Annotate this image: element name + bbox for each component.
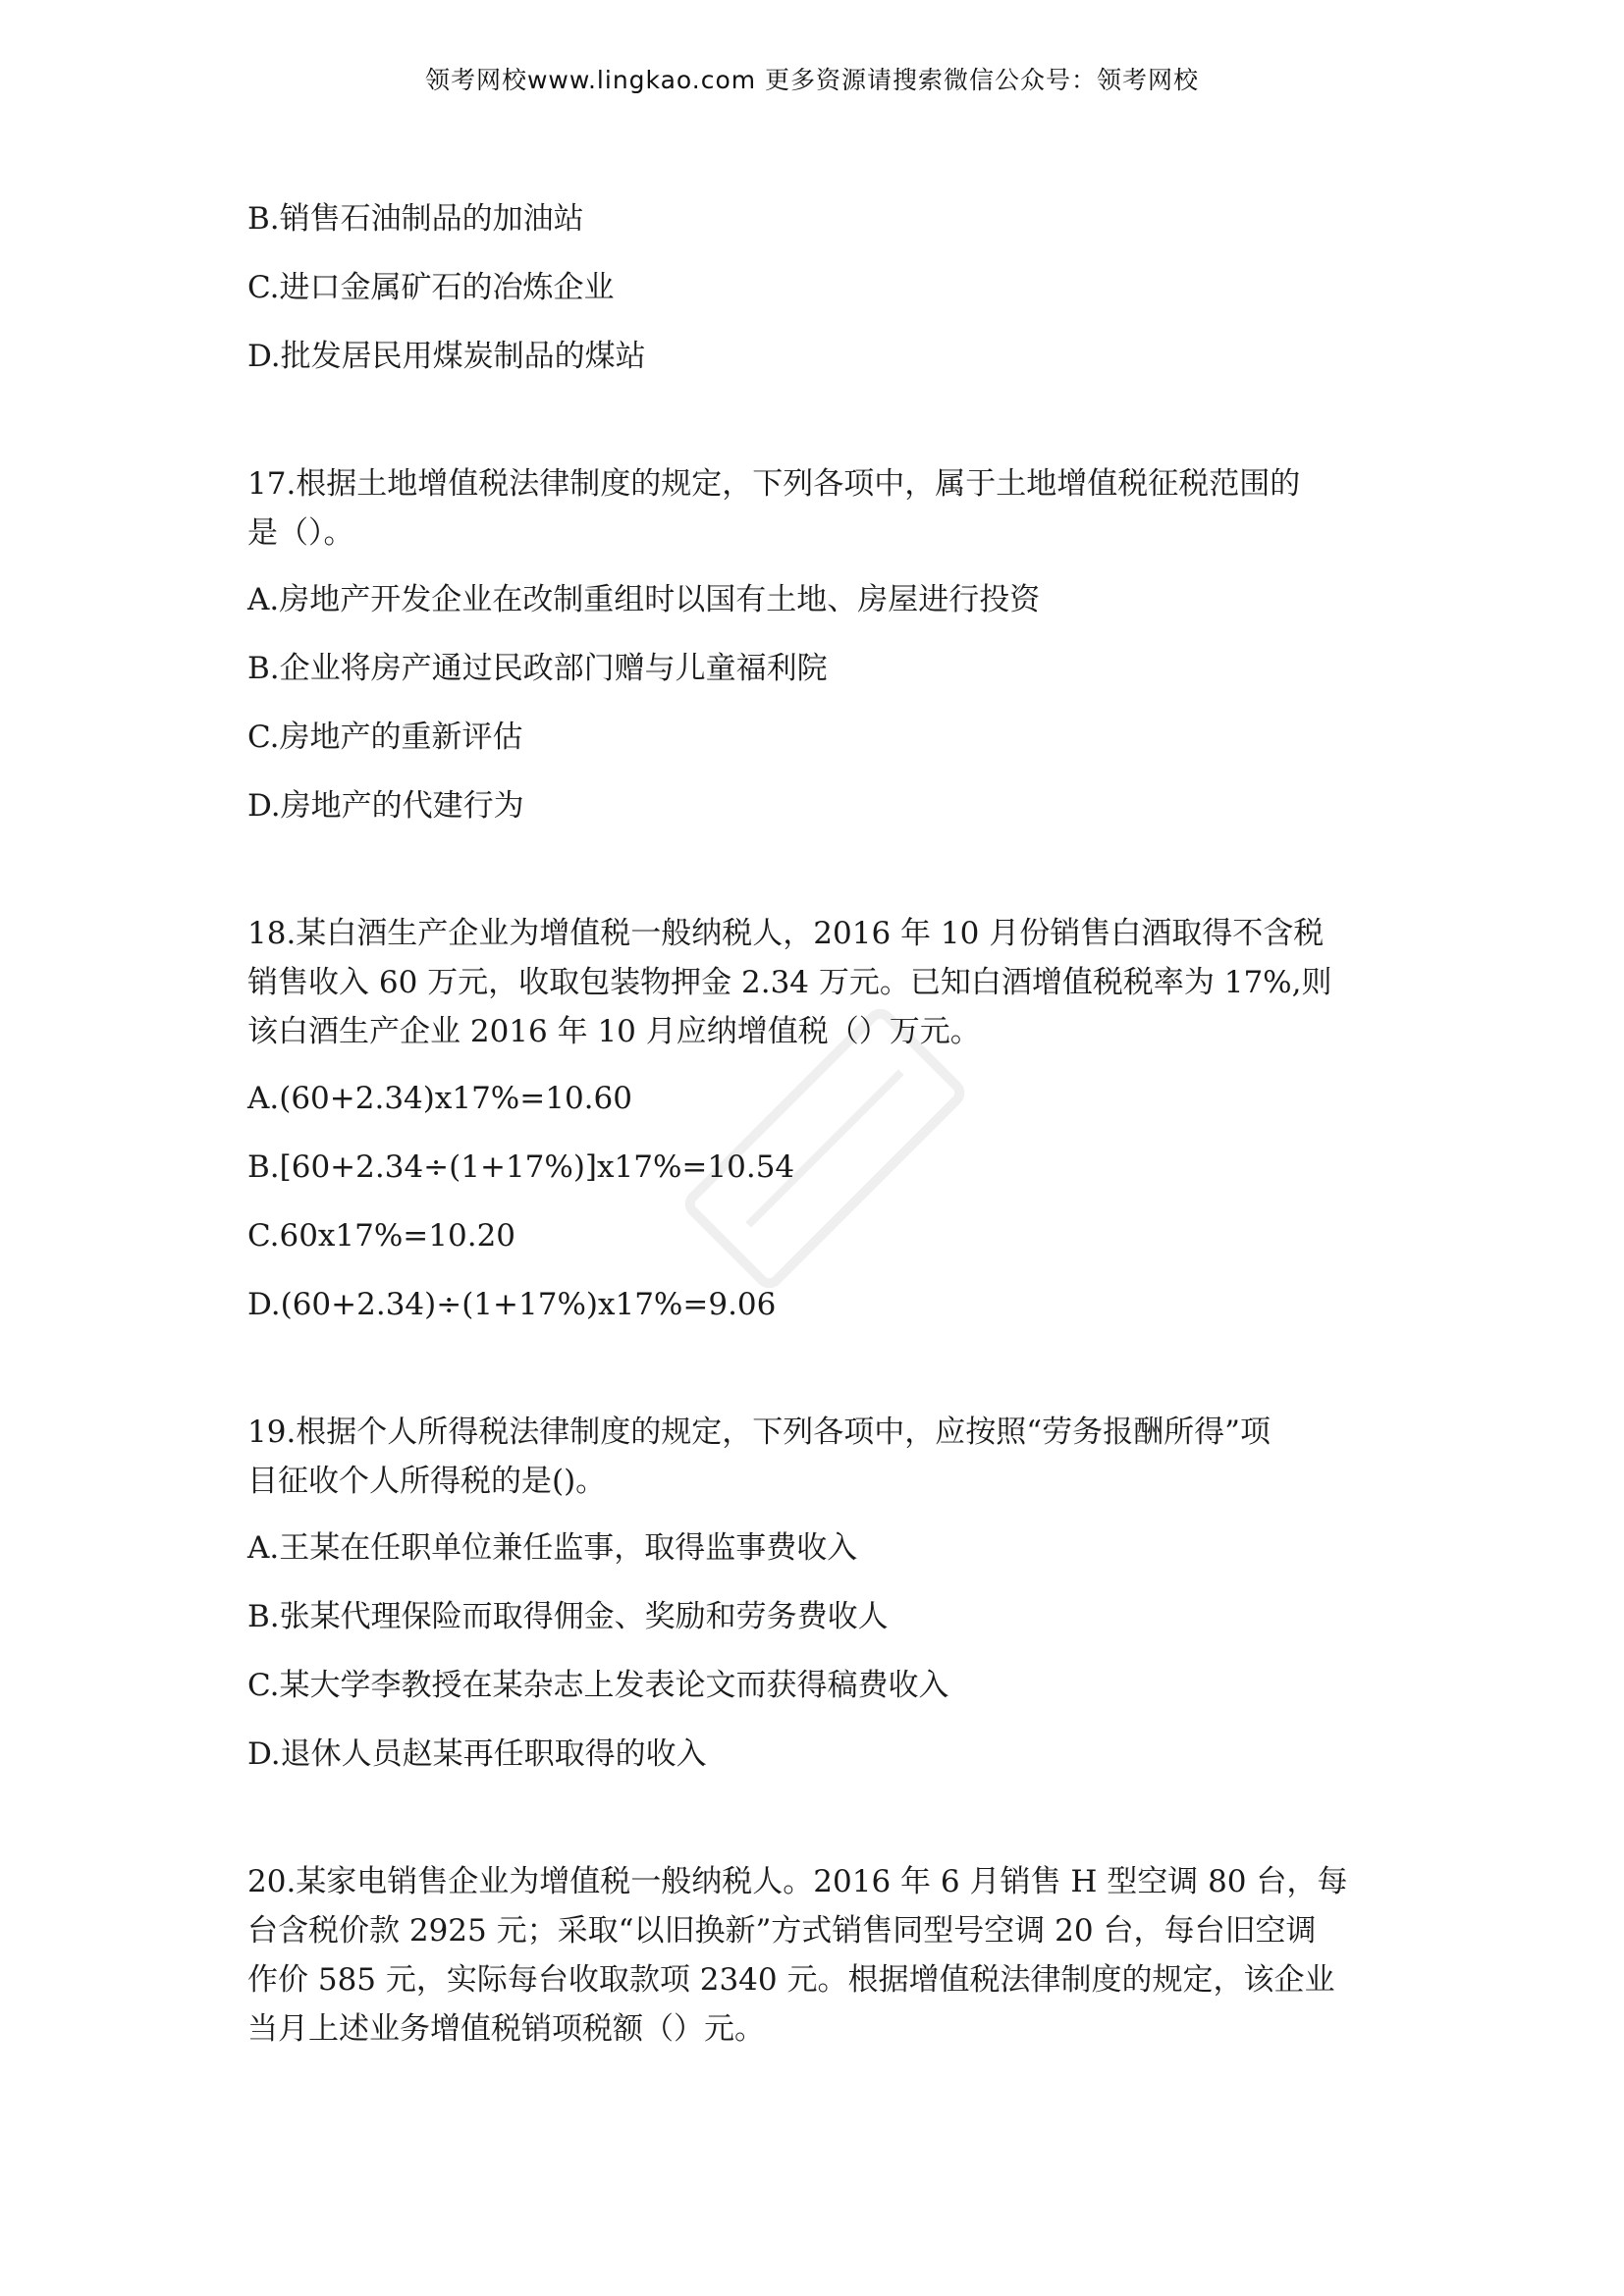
document-body xyxy=(247,194,1396,2054)
option-b: B.销售石油制品的加油站 xyxy=(247,201,584,237)
option-d: D.批发居民用煤炭制品的煤站 xyxy=(247,339,646,374)
question-18-line-2: 销售收入 60 万元，收取包装物押金 2.34 万元。已知白酒增值税税率为 17%,则 xyxy=(247,965,1332,1000)
option-b: B.企业将房产通过民政部门赠与儿童福利院 xyxy=(247,651,828,686)
question-20-line-2: 台含税价款 2925 元；采取“以旧换新”方式销售同型号空调 20 台，每台旧空调 xyxy=(247,1913,1317,1949)
question-17 xyxy=(247,459,1396,830)
question-19 xyxy=(247,1408,1396,1779)
option-c: C.60x17%=10.20 xyxy=(247,1218,516,1254)
question-20-line-4: 当月上述业务增值税销项税额（）元。 xyxy=(247,2011,765,2047)
question-16-options xyxy=(247,194,1396,381)
question-19-line-1: 19.根据个人所得税法律制度的规定，下列各项中，应按照“劳务报酬所得”项 xyxy=(247,1415,1271,1450)
option-b: B.张某代理保险而取得佣金、奖励和劳务费收人 xyxy=(247,1599,889,1634)
question-18 xyxy=(247,909,1396,1329)
option-c: C.进口金属矿石的冶炼企业 xyxy=(247,270,615,305)
option-c: C.某大学李教授在某杂志上发表论文而获得稿费收入 xyxy=(247,1668,949,1703)
question-18-line-1: 18.某白酒生产企业为增值税一般纳税人，2016 年 10 月份销售白酒取得不含税 xyxy=(247,916,1325,951)
option-c: C.房地产的重新评估 xyxy=(247,720,523,755)
option-d: D.退休人员赵某再任职取得的收入 xyxy=(247,1736,707,1772)
question-20-line-1: 20.某家电销售企业为增值税一般纳税人。2016 年 6 月销售 H 型空调 80 台，每 xyxy=(247,1864,1348,1899)
question-17-line-2: 是（）。 xyxy=(247,515,354,551)
option-b: B.[60+2.34÷(1+17%)]x17%=10.54 xyxy=(247,1149,795,1185)
option-d: D.(60+2.34)÷(1+17%)x17%=9.06 xyxy=(247,1287,777,1322)
option-a: A.(60+2.34)x17%=10.60 xyxy=(247,1081,632,1116)
question-18-line-3: 该白酒生产企业 2016 年 10 月应纳增值税（）万元。 xyxy=(247,1014,981,1049)
option-d: D.房地产的代建行为 xyxy=(247,788,524,824)
option-a: A.房地产开发企业在改制重组时以国有土地、房屋进行投资 xyxy=(247,582,1041,617)
question-20-line-3: 作价 585 元，实际每台收取款项 2340 元。根据增值税法律制度的规定，该企业 xyxy=(247,1962,1335,1998)
page-header: 领考网校www.lingkao.com 更多资源请搜索微信公众号：领考网校 xyxy=(424,66,1200,94)
question-17-line-1: 17.根据土地增值税法律制度的规定，下列各项中，属于土地增值税征税范围的 xyxy=(247,466,1301,502)
question-19-line-2: 目征收个人所得税的是()。 xyxy=(247,1464,607,1499)
question-20 xyxy=(247,1857,1396,2054)
option-a: A.王某在任职单位兼任监事，取得监事费收入 xyxy=(247,1530,858,1566)
